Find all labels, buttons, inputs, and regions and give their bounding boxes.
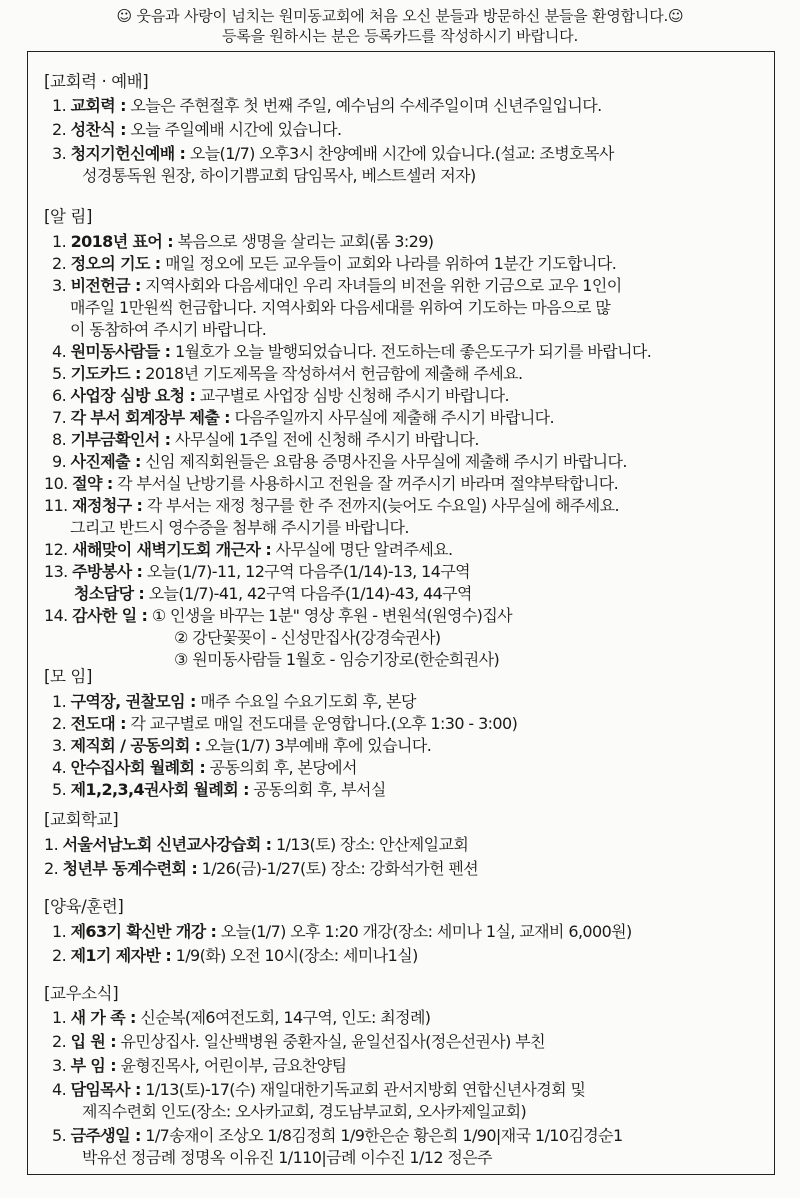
list-item: [74, 581, 472, 604]
item-label: 2018년 표어 :: [70, 232, 174, 251]
list-item: [52, 689, 416, 712]
item-label: 새해맞이 새벽기도회 개근자 :: [72, 540, 272, 559]
item-text: 오늘(1/7) 오후3시 찬양예배 시간에 있습니다.(설교: 조병호목사: [189, 144, 614, 163]
item-text: 복음으로 생명을 살리는 교회(롬 3:29): [177, 232, 434, 251]
item-text: 사무실에 명단 알려주세요.: [275, 540, 453, 559]
item-label: 입 원 :: [70, 1032, 117, 1051]
item-label: 교회력 :: [70, 96, 126, 115]
item-label: 청지기헌신예배 :: [70, 144, 186, 163]
item-label: 기부금확인서 :: [70, 430, 171, 449]
item-text: 오늘 주일예배 시간에 있습니다.: [130, 120, 342, 139]
list-item: [52, 943, 418, 966]
list-item: [52, 449, 627, 472]
item-text: 그리고 반드시 영수증을 첨부해 주시기를 바랍니다.: [70, 518, 409, 537]
item-text: 매주 수요일 수요기도회 후, 본당: [200, 692, 416, 711]
list-item: [52, 93, 602, 116]
list-item: [52, 733, 431, 756]
item-label: 성찬식 :: [70, 120, 126, 139]
list-item: [52, 251, 616, 274]
item-text: 성경통독원 원장, 하이기쁨교회 담임목사, 베스트셀러 저자): [82, 166, 476, 185]
item-label: 서울서남노회 신년교사강습회 :: [62, 835, 272, 854]
item-number: 3.: [52, 276, 67, 295]
item-label: 제1,2,3,4권사회 월례회 :: [70, 780, 249, 799]
item-number: 2.: [52, 120, 67, 139]
item-text: 1/7송재이 조상오 1/8김정희 1/9한은순 황은희 1/90|재국 1/10김경순1: [145, 1126, 623, 1145]
section-title-worship: [교회력 · 예배]: [44, 72, 149, 91]
item-label: 담임목사 :: [70, 1080, 141, 1099]
welcome-line: ☺ 웃음과 사랑이 넘치는 원미동교회에 처음 오신 분들과 방문하신 분들을 환영합니다.☺: [116, 7, 684, 25]
item-text: 신순복(제6여전도회, 14구역, 인도: 최정례): [140, 1008, 431, 1027]
item-text: 매일 정오에 모든 교우들이 교회와 나라를 위하여 1분간 기도합니다.: [165, 254, 617, 273]
item-text: 오늘은 주현절후 첫 번째 주일, 예수님의 수세주일이며 신년주일입니다.: [130, 96, 602, 115]
section-title-notices: [알 림]: [44, 207, 92, 226]
list-item: [52, 711, 517, 734]
item-number: 10.: [44, 474, 68, 493]
section-title-news: [교우소식]: [44, 984, 119, 1003]
item-continuation: [70, 295, 610, 318]
item-number: 5.: [52, 1126, 67, 1145]
list-item: [52, 361, 523, 384]
list-item: [52, 229, 433, 252]
item-text: 1/13(토)-17(수) 재일대한기독교회 관서지방회 연합신년사경회 및: [145, 1080, 586, 1099]
item-text: 신임 제직회원들은 요람용 증명사진을 사무실에 제출해 주시기 바랍니다.: [145, 452, 627, 471]
item-number: 2.: [52, 1032, 67, 1051]
item-text: 1/26(금)-1/27(토) 장소: 강화석가헌 펜션: [201, 859, 479, 878]
item-number: 4.: [52, 758, 67, 777]
item-label: 재정청구 :: [72, 496, 143, 515]
list-item: [52, 405, 554, 428]
item-number: 1.: [52, 1008, 67, 1027]
item-continuation: [174, 647, 499, 670]
list-item: [52, 919, 632, 942]
section-title-training: [양육/훈련]: [44, 897, 124, 916]
item-label: 각 부서 회계장부 제출 :: [70, 408, 230, 427]
item-continuation: [70, 515, 409, 538]
item-text: ① 인생을 바꾸는 1분" 영상 후원 - 변원석(원영수)집사: [151, 606, 513, 625]
item-label: 금주생일 :: [70, 1126, 141, 1145]
item-label: 청년부 동계수련회 :: [62, 859, 198, 878]
welcome-header: [0, 6, 800, 46]
list-item: [44, 537, 453, 560]
item-label: 제1기 제자반 :: [70, 946, 172, 965]
section-title-school: [교회학교]: [44, 810, 119, 829]
item-text: ② 강단꽃꽂이 - 신성만집사(강경숙권사): [174, 628, 441, 647]
item-number: 9.: [52, 452, 67, 471]
item-label: 정오의 기도 :: [70, 254, 161, 273]
item-label: 원미동사람들 :: [70, 342, 171, 361]
item-number: 8.: [52, 430, 67, 449]
item-continuation: [70, 317, 266, 340]
list-item: [52, 141, 614, 164]
item-label: 전도대 :: [70, 714, 126, 733]
item-number: 1.: [52, 922, 67, 941]
item-continuation: [82, 163, 476, 186]
item-label: 비전헌금 :: [70, 276, 141, 295]
item-text: 오늘(1/7)-41, 42구역 다음주(1/14)-43, 44구역: [148, 584, 472, 603]
item-number: 2.: [52, 946, 67, 965]
list-item: [44, 559, 470, 582]
list-item: [52, 1123, 623, 1146]
item-number: 2.: [44, 859, 59, 878]
register-line: 등록을 원하시는 분은 등록카드를 작성하시기 바랍니다.: [221, 27, 579, 45]
item-number: 3.: [52, 1056, 67, 1075]
item-label: 제직회 / 공동의회 :: [70, 736, 201, 755]
item-number: 14.: [44, 606, 68, 625]
item-number: 3.: [52, 736, 67, 755]
item-number: 2.: [52, 714, 67, 733]
item-number: 11.: [44, 496, 68, 515]
list-item: [44, 856, 478, 879]
item-text: 오늘(1/7) 3부예배 후에 있습니다.: [205, 736, 432, 755]
item-number: 12.: [44, 540, 68, 559]
item-text: 1/13(토) 장소: 안산제일교회: [275, 835, 469, 854]
item-label: 새 가 족 :: [70, 1008, 136, 1027]
item-text: 윤형진목사, 어린이부, 금요찬양팀: [120, 1056, 347, 1075]
item-text: 다음주일까지 사무실에 제출해 주시기 바랍니다.: [234, 408, 555, 427]
item-number: 1.: [44, 835, 59, 854]
item-number: 5.: [52, 780, 67, 799]
item-label: 감사한 일 :: [72, 606, 148, 625]
list-item: [52, 339, 651, 362]
list-item: [52, 1005, 430, 1028]
item-text: 2018년 기도제목을 작성하셔서 헌금함에 제출해 주세요.: [145, 364, 523, 383]
item-text: 지역사회와 다음세대인 우리 자녀들의 비전을 위한 기금으로 교우 1인이: [145, 276, 622, 295]
item-number: 5.: [52, 364, 67, 383]
item-label: 청소담당 :: [74, 584, 145, 603]
item-text: 제직수련회 인도(장소: 오사카교회, 경도남부교회, 오사카제일교회): [82, 1102, 527, 1121]
list-item: [52, 1077, 585, 1100]
list-item: [44, 493, 619, 516]
item-text: 이 동참하여 주시기 바랍니다.: [70, 320, 267, 339]
section-title-meetings: [모 임]: [44, 667, 92, 686]
list-item: [52, 427, 479, 450]
item-label: 구역장, 권찰모임 :: [70, 692, 196, 711]
list-item: [44, 603, 512, 626]
item-label: 주방봉사 :: [72, 562, 143, 581]
list-item: [52, 1053, 346, 1076]
list-item: [44, 832, 468, 855]
item-number: 7.: [52, 408, 67, 427]
item-text: 1월호가 오늘 발행되었습니다. 전도하는데 좋은도구가 되기를 바랍니다.: [174, 342, 652, 361]
item-label: 절약 :: [72, 474, 113, 493]
item-text: 박유선 정금례 정명옥 이유진 1/110|금례 이수진 1/12 정은주: [82, 1148, 492, 1167]
item-number: 13.: [44, 562, 68, 581]
item-text: 1/9(화) 오전 10시(장소: 세미나1실): [175, 946, 418, 965]
item-text: 공동의회 후, 부서실: [253, 780, 386, 799]
item-label: 부 임 :: [70, 1056, 117, 1075]
item-text: 오늘(1/7)-11, 12구역 다음주(1/14)-13, 14구역: [146, 562, 471, 581]
item-label: 안수집사회 월례회 :: [70, 758, 206, 777]
item-continuation: [82, 1099, 526, 1122]
item-number: 1.: [52, 232, 67, 251]
item-number: 1.: [52, 96, 67, 115]
list-item: [52, 273, 622, 296]
item-label: 사진제출 :: [70, 452, 141, 471]
item-label: 사업장 심방 요청 :: [70, 386, 196, 405]
item-text: ③ 원미동사람들 1월호 - 임승기장로(한순희권사): [174, 650, 500, 669]
item-number: 2.: [52, 254, 67, 273]
list-item: [52, 1029, 545, 1052]
item-text: 매주일 1만원씩 헌금합니다. 지역사회와 다음세대를 위하여 기도하는 마음으로 많: [70, 298, 611, 317]
item-text: 오늘(1/7) 오후 1:20 개강(장소: 세미나 1실, 교재비 6,000원): [220, 922, 632, 941]
item-text: 유민상집사. 일산백병원 중환자실, 윤일선집사(정은선권사) 부친: [120, 1032, 545, 1051]
item-label: 제63기 확신반 개강 :: [70, 922, 217, 941]
item-number: 1.: [52, 692, 67, 711]
item-text: 교구별로 사업장 심방 신청해 주시기 바랍니다.: [199, 386, 509, 405]
item-text: 각 부서실 난방기를 사용하시고 전원을 잘 꺼주시기 바라며 절약부탁합니다.: [117, 474, 619, 493]
item-number: 4.: [52, 342, 67, 361]
list-item: [52, 755, 357, 778]
item-continuation: [174, 625, 441, 648]
list-item: [52, 117, 342, 140]
item-text: 공동의회 후, 본당에서: [209, 758, 357, 777]
item-label: 기도카드 :: [70, 364, 141, 383]
item-number: 4.: [52, 1080, 67, 1099]
item-text: 각 부서는 재정 청구를 한 주 전까지(늦어도 수요일) 사무실에 해주세요.: [146, 496, 619, 515]
item-text: 사무실에 1주일 전에 신청해 주시기 바랍니다.: [174, 430, 479, 449]
list-item: [52, 777, 386, 800]
item-number: 3.: [52, 144, 67, 163]
item-number: 6.: [52, 386, 67, 405]
item-continuation: [82, 1145, 492, 1168]
list-item: [52, 383, 509, 406]
item-text: 각 교구별로 매일 전도대를 운영합니다.(오후 1:30 - 3:00): [130, 714, 518, 733]
list-item: [44, 471, 618, 494]
